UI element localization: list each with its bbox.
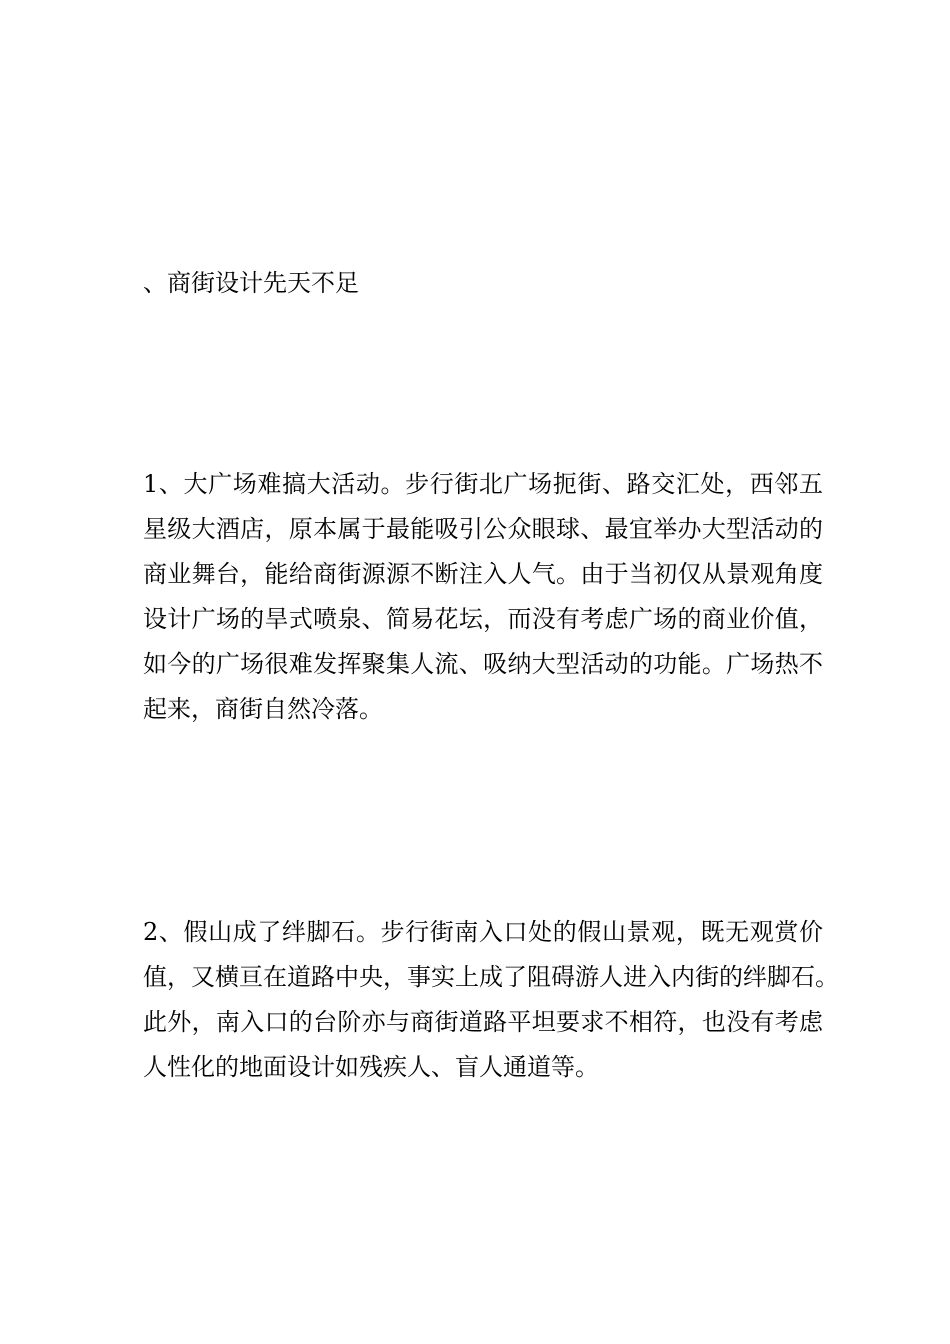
paragraph-line: 起来，商街自然冷落。 [143, 695, 383, 723]
paragraph-line: 设计广场的旱式喷泉、简易花坛，而没有考虑广场的商业价值， [143, 605, 823, 633]
section-heading: 、商街设计先天不足 [143, 269, 359, 297]
paragraph-line: 2、假山成了绊脚石。步行街南入口处的假山景观，既无观赏价 [143, 918, 823, 946]
paragraph-1 [143, 462, 823, 732]
paragraph-line: 1、大广场难搞大活动。步行街北广场扼街、路交汇处，西邻五 [143, 470, 823, 498]
paragraph-line: 值，又横亘在道路中央，事实上成了阻碍游人进入内街的绊脚石。 [143, 963, 839, 991]
paragraph-2 [143, 910, 839, 1090]
paragraph-line: 星级大酒店，原本属于最能吸引公众眼球、最宜举办大型活动的 [143, 515, 823, 543]
paragraph-line: 如今的广场很难发挥聚集人流、吸纳大型活动的功能。广场热不 [143, 650, 823, 678]
paragraph-line: 此外，南入口的台阶亦与商街道路平坦要求不相符，也没有考虑 [143, 1008, 823, 1036]
paragraph-line: 商业舞台，能给商街源源不断注入人气。由于当初仅从景观角度 [143, 560, 823, 588]
paragraph-line: 人性化的地面设计如残疾人、盲人通道等。 [143, 1053, 599, 1081]
